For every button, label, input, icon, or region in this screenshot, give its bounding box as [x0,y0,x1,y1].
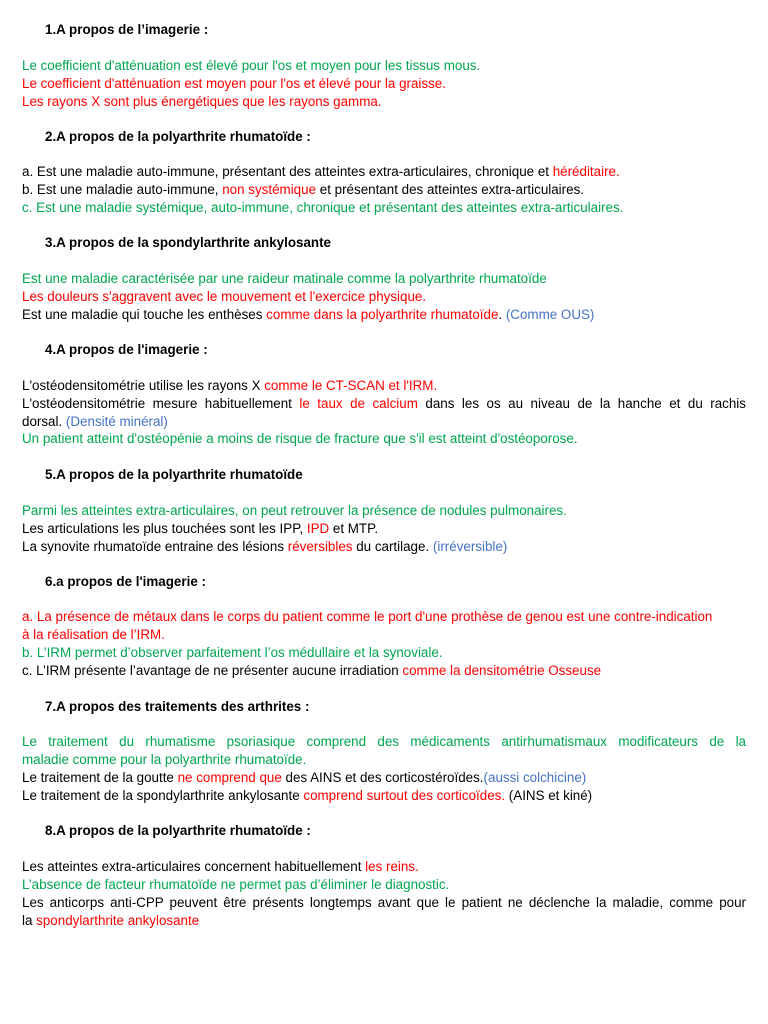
text-run: (AINS et kiné) [505,788,593,803]
statement [22,164,620,179]
statement [22,663,601,678]
text-run: comme dans la polyarthrite rhumatoïde [266,307,499,322]
statement [22,396,746,411]
text-run: maladie comme pour la polyarthrite rhumatoïde. [22,752,307,767]
statement [22,877,449,892]
statement [22,378,437,393]
text-run: Les rayons X sont plus énergétiques que les rayons gamma. [22,94,382,109]
text-run: Le traitement du rhumatisme psoriasique comprend des médicaments antirhumatismaux modificateurs de la [22,734,746,749]
text-run: c. Est une maladie systémique, auto-immune, chronique et présentant des atteintes extra-articulaires. [22,200,624,215]
statement [22,752,306,767]
statement [22,895,746,910]
statement [22,200,623,215]
statement [22,859,419,874]
text-run: non systémique [222,182,317,197]
text-run: Le traitement de la goutte [22,770,178,785]
text-run: ne comprend que [177,770,282,785]
question-2-heading: 2.A propos de la polyarthrite rhumatoïde : [45,129,311,144]
text-run: Est une maladie qui touche les enthèses [22,307,267,322]
text-run: comprend surtout des corticoïdes. [303,788,506,803]
statement [22,58,480,73]
statement [22,271,547,286]
question-7-heading: 7.A propos des traitements des arthrites : [45,699,310,714]
statement [22,289,426,304]
text-run: (aussi colchicine) [483,770,587,785]
text-run: c. L’IRM présente l’avantage de ne présenter aucune irradiation [22,663,403,678]
text-run: Les articulations les plus touchées sont les IPP, [22,521,307,536]
text-run: Les douleurs s'aggravent avec le mouvement et l'exercice physique. [22,289,427,304]
question-5-heading: 5.A propos de la polyarthrite rhumatoïde [45,467,303,482]
statement [22,182,584,197]
text-run: (Densité minéral) [65,414,168,429]
statement [22,76,446,91]
statement [22,645,443,660]
text-run: la [22,913,37,928]
text-run: les reins. [365,859,419,874]
text-run: Le traitement de la spondylarthrite ankylosante [22,788,304,803]
text-run: L'ostéodensitométrie mesure habituellement [22,396,300,411]
text-run: a. Est une maladie auto-immune, présentant des atteintes extra-articulaires, chronique et [22,164,553,179]
text-run: du cartilage. [352,539,433,554]
text-run: IPD [306,521,330,536]
text-run: a. La présence de métaux dans le corps du patient comme le port d'une prothèse de genou est une contre-indication [22,609,713,624]
text-run: le taux de calcium [299,396,418,411]
text-run: et présentant des atteintes extra-articulaires. [316,182,584,197]
statement [22,94,382,109]
text-run: Est une maladie caractérisée par une raideur matinale comme la polyarthrite rhumatoïde [22,271,547,286]
statement [22,521,378,536]
text-run: Le coefficient d'atténuation est élevé pour l'os et moyen pour les tissus mous. [22,58,481,73]
statement [22,539,507,554]
statement [22,307,594,322]
text-run: (irréversible) [432,539,508,554]
text-run: héréditaire. [552,164,620,179]
question-6-heading: 6.a propos de l'imagerie : [45,574,206,589]
text-run: dans les os au niveau de la hanche et du rachis [417,396,746,411]
statement [22,431,578,446]
text-run: Parmi les atteintes extra-articulaires, on peut retrouver la présence de nodules pulmonaires. [22,503,567,518]
text-run: spondylarthrite ankylosante [36,913,200,928]
statement [22,734,746,749]
text-run: Les anticorps anti-CPP peuvent être présents longtemps avant que le patient ne déclenche la maladie, comme pour [22,895,746,910]
text-run: des AINS et des corticostéroïdes. [281,770,484,785]
question-1-heading: 1.A propos de l’imagerie : [45,22,209,37]
text-run: La synovite rhumatoïde entraine des lésions [22,539,288,554]
statement [22,609,712,624]
text-run: L’absence de facteur rhumatoïde ne permet pas d’éliminer le diagnostic. [22,877,450,892]
text-run: b. Est une maladie auto-immune, [22,182,223,197]
text-run: b. L’IRM permet d’observer parfaitement l’os médullaire et la synoviale. [22,645,443,660]
text-run: . [498,307,506,322]
statement [22,503,567,518]
text-run: et MTP. [329,521,379,536]
text-run: Un patient atteint d'ostéopénie a moins de risque de fracture que s'il est atteint d'ostéoporose. [22,431,578,446]
text-run: comme le CT-SCAN et l'IRM. [264,378,438,393]
statement [22,627,165,642]
text-run: comme la densitométrie Osseuse [402,663,602,678]
question-4-heading: 4.A propos de l'imagerie : [45,342,208,357]
statement [22,913,199,928]
text-run: à la réalisation de l’IRM. [22,627,165,642]
statement [22,770,586,785]
text-run: dorsal. [22,414,66,429]
statement [22,788,592,803]
text-run: Les atteintes extra-articulaires concernent habituellement [22,859,366,874]
statement [22,414,168,429]
text-run: (Comme OUS) [505,307,595,322]
text-run: L'ostéodensitométrie utilise les rayons X [22,378,265,393]
text-run: Le coefficient d'atténuation est moyen pour l'os et élevé pour la graisse. [22,76,446,91]
text-run: réversibles [287,539,353,554]
question-3-heading: 3.A propos de la spondylarthrite ankylosante [45,235,331,250]
question-8-heading: 8.A propos de la polyarthrite rhumatoïde : [45,823,311,838]
